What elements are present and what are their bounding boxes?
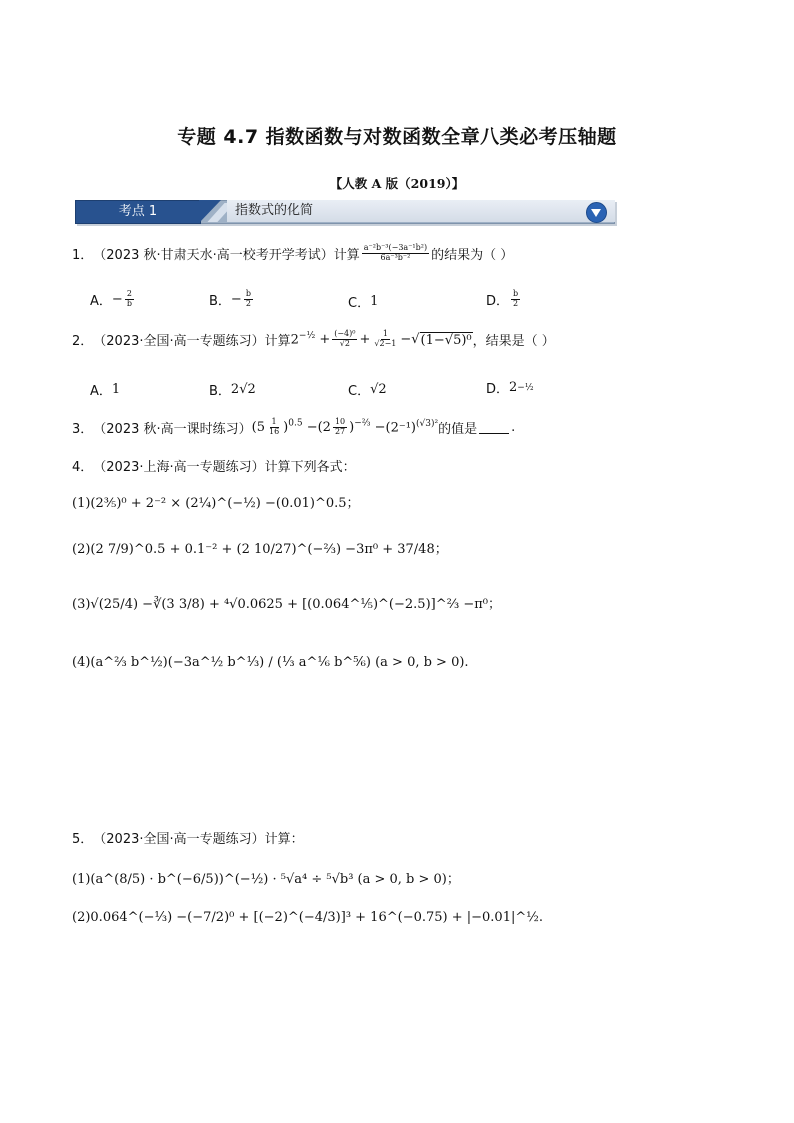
q2-number: 2． xyxy=(72,334,94,349)
q5-source: （2023·全国·高一专题练习）计算： xyxy=(93,832,304,847)
question-4 xyxy=(72,456,356,475)
q4-item-2: (2)(2 7/9)^0.5 + 0.1⁻² + (2 10/27)^(−⅔) −3π⁰ + 37/48； xyxy=(72,542,448,557)
q2-tail: ，结果是（ ） xyxy=(472,334,555,349)
q5-item-1: (1)(a^(8/5) · b^(−6/5))^(−½) · ⁵√a⁴ ÷ ⁵√b³ (a > 0, b > 0)； xyxy=(72,872,460,887)
q4-item-3: (3)√(25/4) −∛(3 3/8) + ⁴√0.0625 + [(0.064^⅕)^(−2.5)]^⅔ −π⁰； xyxy=(72,597,501,612)
q2-option-b: B． 2√2 xyxy=(209,382,256,399)
q5-number: 5． xyxy=(72,832,94,847)
q2-option-d: D． 2 −½ xyxy=(486,380,534,397)
question-2: 2． （2023·全国·高一专题练习）计算 $2^{-\frac{1}{2}}$ + $\frac{\text{(−4)⁰}}{√2}$ + $\frac{1}{√2-1}$ −√ (1−√5)⁰ ，结果是（ ） xyxy=(72,329,555,349)
q1-expression: $\frac{\text{a⁻²b⁻³(−3a⁻¹b²)}}{\text{6a⁻³b⁻²}}$ xyxy=(363,243,428,262)
q1-option-b: B． − $\frac{b}{2}$ xyxy=(209,289,251,309)
q4-source: （2023·上海·高一专题练习）计算下列各式： xyxy=(93,460,356,475)
q4-item-1: (1)(2⅗)⁰ + 2⁻² × (2¼)^(−½) −(0.01)^0.5； xyxy=(72,496,360,511)
q5-item-2: (2)0.064^(−⅓) −(−7/2)⁰ + [(−2)^(−4/3)]³ + 16^(−0.75) + |−0.01|^½. xyxy=(72,910,543,925)
q3-source: （2023 秋·高一课时练习） xyxy=(93,422,252,437)
q3-term-1: (5 $\frac{1}{16}$ )$^{0.5}$ xyxy=(251,417,303,436)
q1-option-c: C． 1 xyxy=(348,294,379,311)
q3-tail: 的值是 xyxy=(438,422,478,437)
question-3: 3． （2023 秋·高一课时练习） (5 $\frac{1}{16}$ )$^{0.5}$ − (2 $\frac{10}{27}$ )$^{-\frac{2}{3}}$ − $(2^{-1})^{(√3)^2}$ 的值是 . xyxy=(72,417,516,437)
q1-option-a: A． − $\frac{2}{b}$ xyxy=(90,289,132,309)
q4-item-4: (4)(a^⅔ b^½)(−3a^½ b^⅓) / (⅓ a^⅙ b^⅚) (a > 0, b > 0). xyxy=(72,655,469,670)
q3-term-3: $(2^{-1})^{(√3)^2}$ xyxy=(385,419,439,436)
chevron-down-circle-icon[interactable] xyxy=(586,202,607,223)
q2-option-a: A． 1 xyxy=(90,382,121,399)
section-banner xyxy=(75,200,615,226)
q4-number: 4． xyxy=(72,460,94,475)
q3-answer-blank[interactable] xyxy=(479,421,509,434)
question-5 xyxy=(72,828,304,847)
q1-source: （2023 秋·甘肃天水·高一校考开学考试）计算 xyxy=(93,248,360,263)
q2-term-1: $2^{-\frac{1}{2}}$ xyxy=(290,331,316,348)
q1-option-d: D． $\frac{b}{2}$ xyxy=(486,289,519,309)
q1-number: 1． xyxy=(72,248,94,263)
q1-tail: 的结果为（ ） xyxy=(431,248,514,263)
page-title: 专题 4.7 指数函数与对数函数全章八类必考压轴题 xyxy=(177,126,617,148)
q2-term-2: $\frac{\text{(−4)⁰}}{√2}$ xyxy=(334,329,356,348)
page-subtitle: 【人教 A 版（2019）】 xyxy=(329,176,465,191)
question-1 xyxy=(72,244,513,263)
q3-number: 3． xyxy=(72,422,94,437)
q2-term-3: $\frac{1}{√2-1}$ xyxy=(374,329,397,348)
q2-term-4: (1−√5)⁰ xyxy=(420,332,472,348)
section-tag: 考点 1 xyxy=(75,200,201,224)
q3-term-2: (2 $\frac{10}{27}$ )$^{-\frac{2}{3}}$ xyxy=(317,417,371,436)
q2-source: （2023·全国·高一专题练习）计算 xyxy=(93,334,291,349)
section-topic: 指数式的化简 xyxy=(227,200,615,222)
q2-option-c: C． √2 xyxy=(348,382,387,399)
